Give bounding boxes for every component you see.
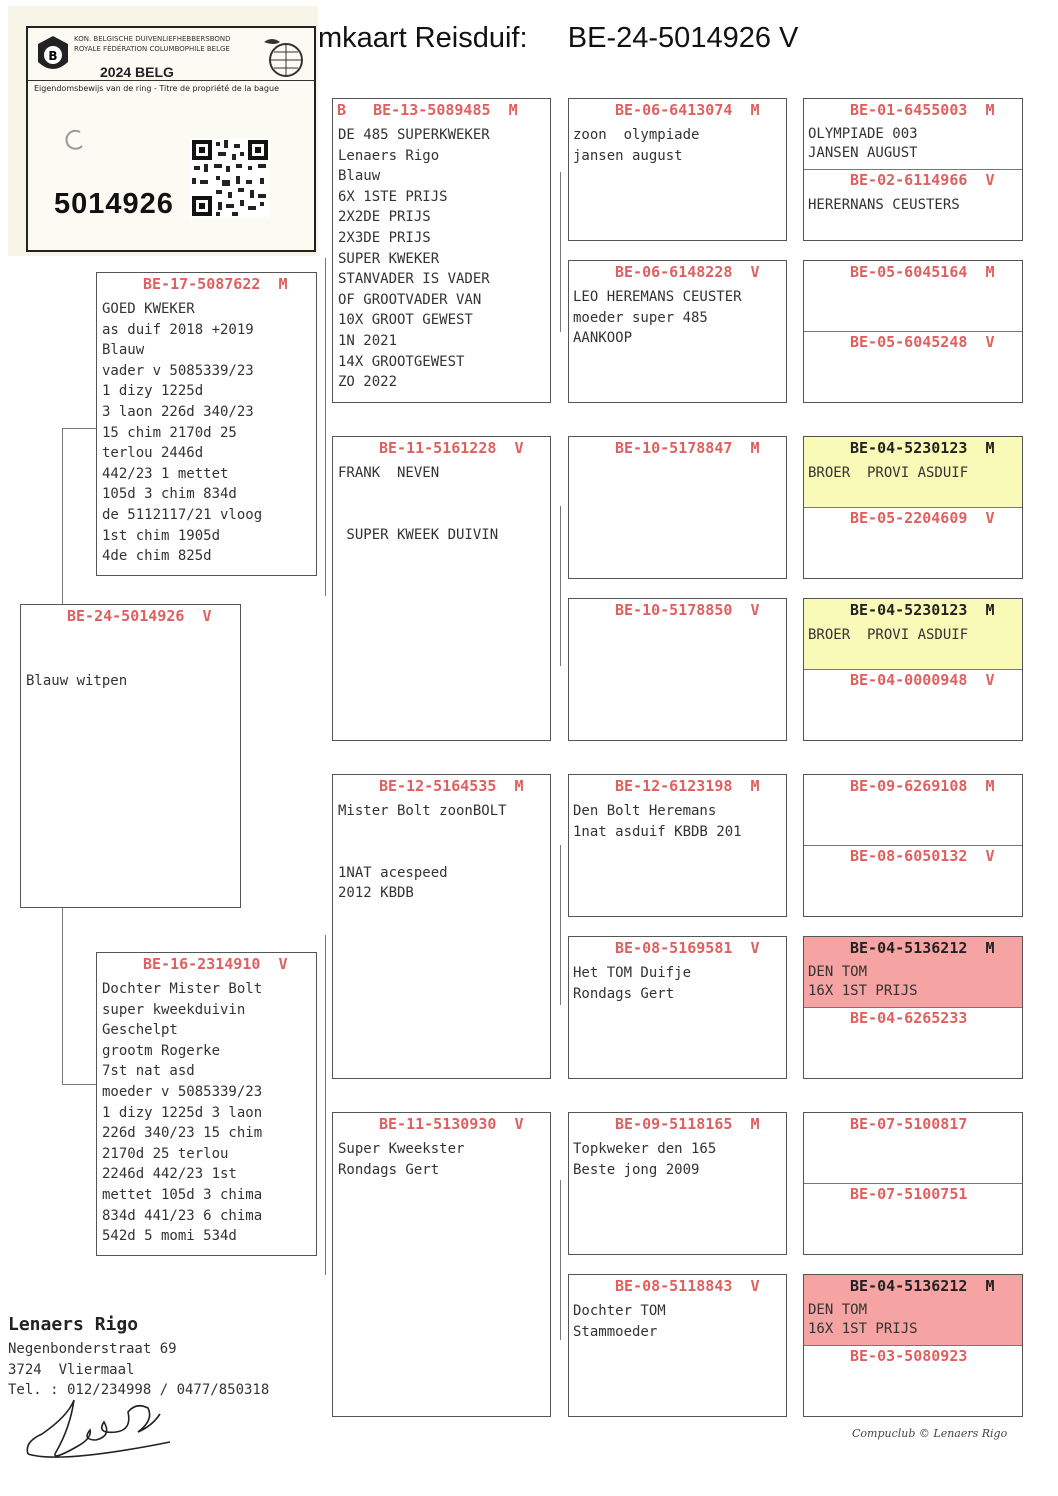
- pedigree-box: [803, 774, 1023, 917]
- ring-number: BE-06-6413074 M: [615, 101, 760, 119]
- ring-number: BE-08-5169581 V: [615, 939, 760, 957]
- connector-line: [62, 428, 63, 606]
- kbdb-logo-icon: [36, 34, 70, 78]
- hologram-icon: [62, 128, 86, 152]
- card-frame: [26, 26, 316, 252]
- box-divider: [804, 1345, 1022, 1346]
- box-divider: [804, 1183, 1022, 1184]
- pedigree-box: [803, 98, 1023, 241]
- pedigree-box: [568, 1112, 787, 1255]
- pedigree-box: [568, 774, 787, 917]
- pedigree-box: [803, 436, 1023, 579]
- pedigree-notes: BROER PROVI ASDUIF: [808, 627, 969, 643]
- ring-number: BE-04-5230123 M: [850, 601, 995, 619]
- ring-number: BE-03-5080923: [850, 1347, 968, 1365]
- box-divider: [804, 331, 1022, 332]
- ring-number: BE-06-6148228 V: [615, 263, 760, 281]
- ring-number: BE-01-6455003 M: [850, 101, 995, 119]
- pedigree-notes: DEN TOM 16X 1ST PRIJS: [808, 1302, 918, 1337]
- pedigree-notes: Mister Bolt zoonBOLT 1NAT acespeed 2012 KBDB: [338, 803, 507, 902]
- ring-ownership-card: [8, 6, 318, 256]
- pedigree-box: [568, 1274, 787, 1417]
- owner-city: 3724 Vliermaal: [8, 1362, 135, 1378]
- connector-line: [62, 428, 96, 429]
- ring-number: BE-02-6114966 V: [850, 171, 995, 189]
- pedigree-box: [568, 260, 787, 403]
- ring-number: BE-09-6269108 M: [850, 777, 995, 795]
- card-ring-number: 5014926: [54, 188, 174, 220]
- pedigree-notes: OLYMPIADE 003 JANSEN AUGUST: [808, 126, 918, 161]
- mother-ring: BE-16-2314910 V: [143, 955, 288, 973]
- ring-number: BE-04-0000948 V: [850, 671, 995, 689]
- card-org-line1: KON. BELGISCHE DUIVENLIEFHEBBERSBOND: [74, 35, 231, 43]
- pedigree-notes: Topkweker den 165 Beste jong 2009: [573, 1141, 717, 1178]
- pedigree-notes: DEN TOM 16X 1ST PRIJS: [808, 964, 918, 999]
- pedigree-box: [803, 598, 1023, 741]
- pedigree-box: [568, 436, 787, 579]
- ring-number: BE-04-5230123 M: [850, 439, 995, 457]
- owner-phone: Tel. : 012/234998 / 0477/850318: [8, 1382, 270, 1398]
- pedigree-box: [803, 1274, 1023, 1417]
- subject-text: Blauw witpen: [26, 673, 128, 689]
- svg-text:B: B: [48, 49, 58, 63]
- ring-number: BE-05-6045248 V: [850, 333, 995, 351]
- ring-number: BE-08-5118843 V: [615, 1277, 760, 1295]
- footer-credit: Compuclub © Lenaers Rigo: [852, 1427, 1008, 1440]
- pedigree-box: [803, 936, 1023, 1079]
- ring-number: BE-11-5130930 V: [379, 1115, 524, 1133]
- ring-number: BE-05-2204609 V: [850, 509, 995, 527]
- pedigree-box: [332, 774, 551, 1079]
- pedigree-notes: Dochter TOM Stammoeder: [573, 1303, 666, 1340]
- connector-line: [325, 935, 326, 1275]
- ring-number: BE-10-5178847 M: [615, 439, 760, 457]
- pedigree-notes: DE 485 SUPERKWEKER Lenaers Rigo Blauw 6X 1STE PRIJS 2X2DE PRIJS 2X3DE PRIJS SUPER KWEKER STANVADER IS VADER OF GROOTVADER VAN 10X GROOT GEWEST 1N 2021 14X GROOTGEWEST ZO 2022: [338, 127, 490, 391]
- pedigree-notes: Het TOM Duifje Rondags Gert: [573, 965, 692, 1002]
- pedigree-box: [568, 936, 787, 1079]
- ring-number: BE-07-5100817: [850, 1115, 968, 1133]
- pedigree-notes: zoon olympiade jansen august: [573, 127, 700, 164]
- pedigree-notes: HERERNANS CEUSTERS: [808, 197, 960, 213]
- pedigree-box: [332, 98, 551, 403]
- ring-number: BE-11-5161228 V: [379, 439, 524, 457]
- connector-line: [325, 258, 326, 596]
- owner-street: Negenbonderstraat 69: [8, 1341, 177, 1357]
- box-divider: [804, 845, 1022, 846]
- father-ring: BE-17-5087622 M: [143, 275, 288, 293]
- card-org-line2: ROYALE FÉDÉRATION COLUMBOPHILE BELGE: [74, 45, 230, 53]
- signature: [20, 1382, 180, 1466]
- card-divider: [28, 80, 314, 81]
- box-divider: [804, 507, 1022, 508]
- ring-number: BE-04-5136212 M: [850, 1277, 995, 1295]
- pedigree-box: [568, 598, 787, 741]
- pedigree-notes: Den Bolt Heremans 1nat asduif KBDB 201: [573, 803, 742, 840]
- connector-line: [560, 172, 561, 332]
- mother-box: [96, 952, 317, 1256]
- pedigree-box: [803, 1112, 1023, 1255]
- connector-line: [560, 845, 561, 1005]
- ring-number: BE-04-6265233: [850, 1009, 968, 1027]
- subject-ring: BE-24-5014926 V: [67, 607, 212, 625]
- pedigree-notes: BROER PROVI ASDUIF: [808, 465, 969, 481]
- page-title: mkaart Reisduif: BE-24-5014926 V: [318, 22, 799, 54]
- pedigree-box: [568, 98, 787, 241]
- ring-number: BE-04-5136212 M: [850, 939, 995, 957]
- card-year-country: 2024 BELG: [100, 64, 174, 80]
- father-text: GOED KWEKER as duif 2018 +2019 Blauw vader v 5085339/23 1 dizy 1225d 3 laon 226d 340/23 15 chim 2170d 25 terlou 2446d 442/23 1 mettet 105d 3 chim 834d de 5112117/21 vloog 1st chim 1905d 4de chim 825d: [102, 301, 263, 565]
- ring-number: BE-12-6123198 M: [615, 777, 760, 795]
- subject-box: [20, 604, 241, 908]
- box-divider: [804, 1007, 1022, 1008]
- connector-line: [560, 1180, 561, 1340]
- pedigree-notes: FRANK NEVEN SUPER KWEEK DUIVIN: [338, 465, 499, 543]
- pedigree-notes: LEO HEREMANS CEUSTER moeder super 485 AANKOOP: [573, 289, 742, 347]
- pedigree-box: [332, 1112, 551, 1417]
- ring-number: BE-07-5100751: [850, 1185, 968, 1203]
- pedigree-box: [332, 436, 551, 741]
- ring-number: BE-05-6045164 M: [850, 263, 995, 281]
- pedigree-notes: Super Kweekster Rondags Gert: [338, 1141, 465, 1178]
- mother-text: Dochter Mister Bolt super kweekduivin Geschelpt grootm Rogerke 7st nat asd moeder v 5085339/23 1 dizy 1225d 3 laon 226d 340/23 15 chim 2170d 25 terlou 2246d 442/23 1st mettet 105d 3 chima 834d 441/23 6 chima 542d 5 momi 534d: [102, 981, 263, 1245]
- connector-line: [62, 908, 63, 1084]
- box-divider: [804, 169, 1022, 170]
- ring-number: BE-10-5178850 V: [615, 601, 760, 619]
- connector-line: [560, 506, 561, 666]
- connector-line: [62, 1084, 96, 1085]
- ring-number: BE-12-5164535 M: [379, 777, 524, 795]
- ring-number: B BE-13-5089485 M: [337, 101, 518, 119]
- pedigree-box: [803, 260, 1023, 403]
- box-divider: [804, 669, 1022, 670]
- ring-number: BE-09-5118165 M: [615, 1115, 760, 1133]
- father-box: [96, 272, 317, 576]
- owner-name: Lenaers Rigo: [8, 1314, 139, 1335]
- ring-number: BE-08-6050132 V: [850, 847, 995, 865]
- globe-seal-icon: [260, 34, 306, 78]
- card-subtitle: Eigendomsbewijs van de ring - Titre de propriété de la bague: [34, 84, 279, 93]
- qr-code-icon: [190, 138, 270, 218]
